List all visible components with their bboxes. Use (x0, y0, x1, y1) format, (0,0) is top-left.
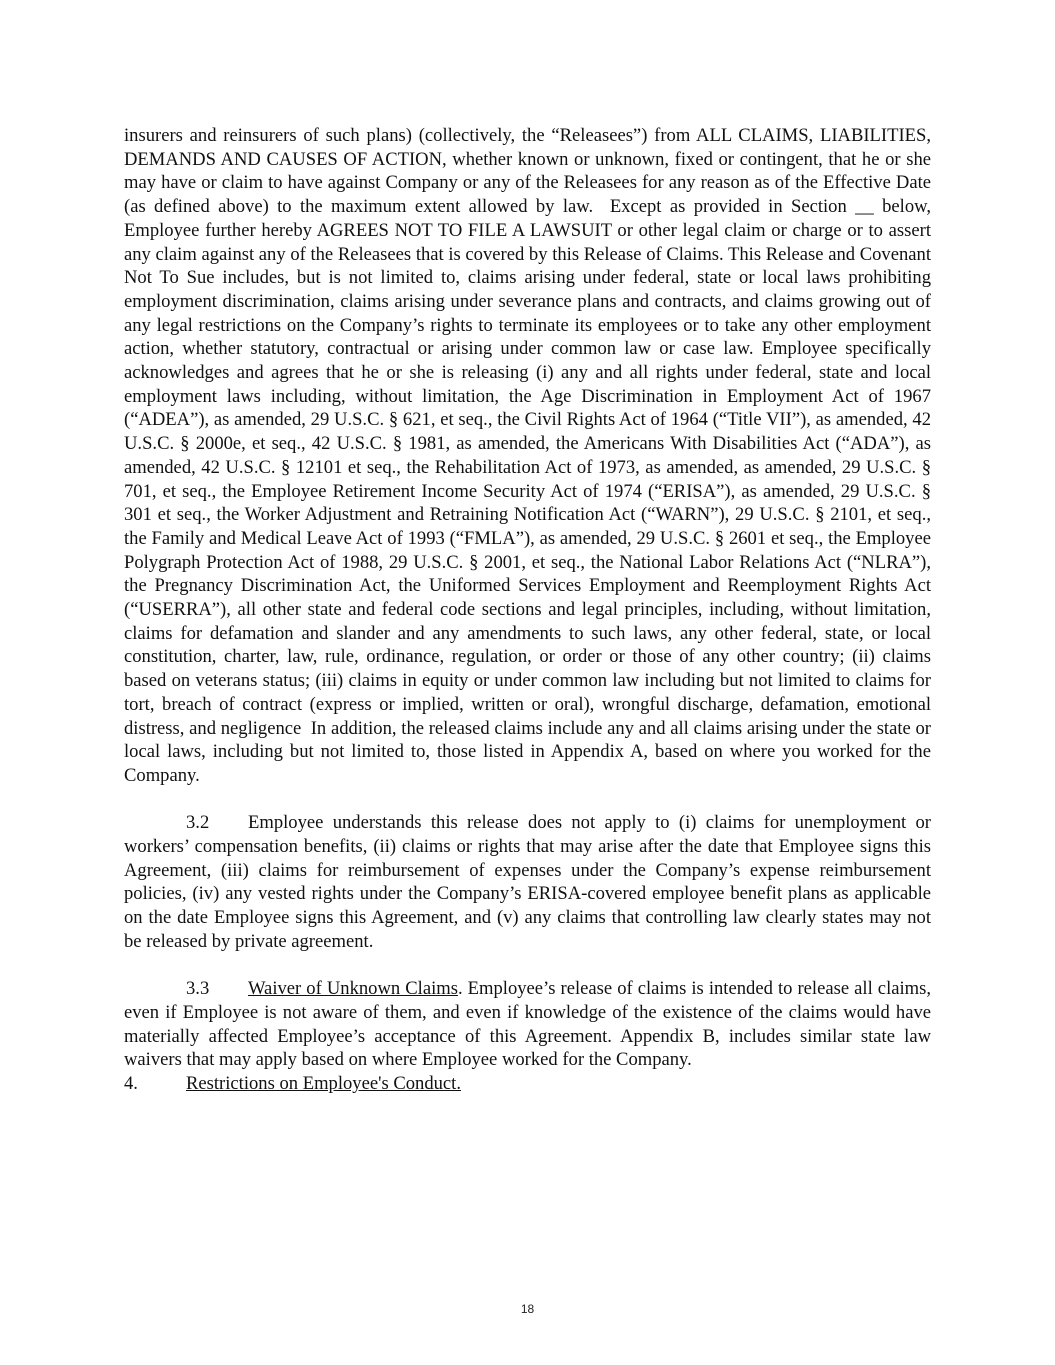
section-4-title: Restrictions on Employee's Conduct. (186, 1073, 461, 1095)
section-4-number: 4. (124, 1073, 138, 1095)
section-3-2-number: 3.2 (186, 812, 210, 834)
section-3-2 (124, 811, 931, 953)
section-3-3 (124, 977, 931, 1072)
document-page (124, 124, 931, 1096)
section-3-3-number: 3.3 (186, 978, 210, 1000)
release-paragraph: insurers and reinsurers of such plans) (collectively, the “Releasees”) from ALL CLAIMS, LIABILITIES, DEMANDS AND CAUSES OF ACTION, whether known or unknown, fixed or contingent, that he or she may have or claim to have against Company or any of the Releasees for any reason as of the Effective Date (as defined above) to the maximum extent allowed by law. Except as provided in Section __ below, Employee further hereby AGREES NOT TO FILE A LAWSUIT or other legal claim or charge or to assert any claim against any of the Releasees that is covered by this Release of Claims. This Release and Covenant Not To Sue includes, but is not limited to, claims arising under federal, state or local laws prohibiting employment discrimination, claims arising under severance plans and contracts, and claims growing out of any legal restrictions on the Company’s rights to terminate its employees or to take any other employment action, whether statutory, contractual or arising under common law or case law. Employee specifically acknowledges and agrees that he or she is releasing (i) any and all rights under federal, state and local employment laws including, without limitation, the Age Discrimination in Employment Act of 1967 (“ADEA”), as amended, 29 U.S.C. § 621, et seq., the Civil Rights Act of 1964 (“Title VII”), as amended, 42 U.S.C. § 2000e, et seq., 42 U.S.C. § 1981, as amended, the Americans With Disabilities Act (“ADA”), as amended, 42 U.S.C. § 12101 et seq., the Rehabilitation Act of 1973, as amended, as amended, 29 U.S.C. § 701, et seq., the Employee Retirement Income Security Act of 1974 (“ERISA”), as amended, 29 U.S.C. § 301 et seq., the Worker Adjustment and Retraining Notification Act (“WARN”), 29 U.S.C. § 2101, et seq., the Family and Medical Leave Act of 1993 (“FMLA”), as amended, 29 U.S.C. § 2601 et seq., the Employee Polygraph Protection Act of 1988, 29 U.S.C. § 2001, et seq., the National Labor Relations Act (“NLRA”), the Pregnancy Discrimination Act, the Uniformed Services Employment and Reemployment Rights Act (“USERRA”), all other state and federal code sections and legal principles, including, without limitation, claims for defamation and slander and any amendments to such laws, any other federal, state, or local constitution, charter, law, rule, ordinance, regulation, or order or those of any other country; (ii) claims based on veterans status; (iii) claims in equity or under common law including but not limited to claims for tort, breach of contract (express or implied, written or oral), wrongful discharge, defamation, emotional distress, and negligence In addition, the released claims include any and all claims arising under the state or local laws, including but not limited to, those listed in Appendix A, based on where you worked for the Company. (124, 125, 931, 786)
section-4-heading (124, 1072, 931, 1096)
section-3-3-title: Waiver of Unknown Claims (248, 978, 458, 1000)
section-3-2-text: Employee understands this release does not apply to (i) claims for unemployment or workers’ compensation benefits, (ii) claims or rights that may arise after the date that Employee signs this Agreement, (iii) claims for reimbursement of expenses under the Company’s expense reimbursement policies, (iv) any vested rights under the Company’s ERISA-covered employee benefit plans as applicable on the date Employee signs this Agreement, and (v) any claims that controlling law clearly states may not be released by private agreement. (124, 812, 931, 952)
page-number: 18 (520, 1302, 535, 1316)
section-3-3-text: . Employee’s release of claims is intended to release all claims, even if Employee is not aware of them, and even if knowledge of the existence of the claims would have materially affected Employee’s acceptance of this Agreement. Appendix B, includes similar state law waivers that may apply based on where Employee worked for the Company. (124, 978, 931, 1071)
